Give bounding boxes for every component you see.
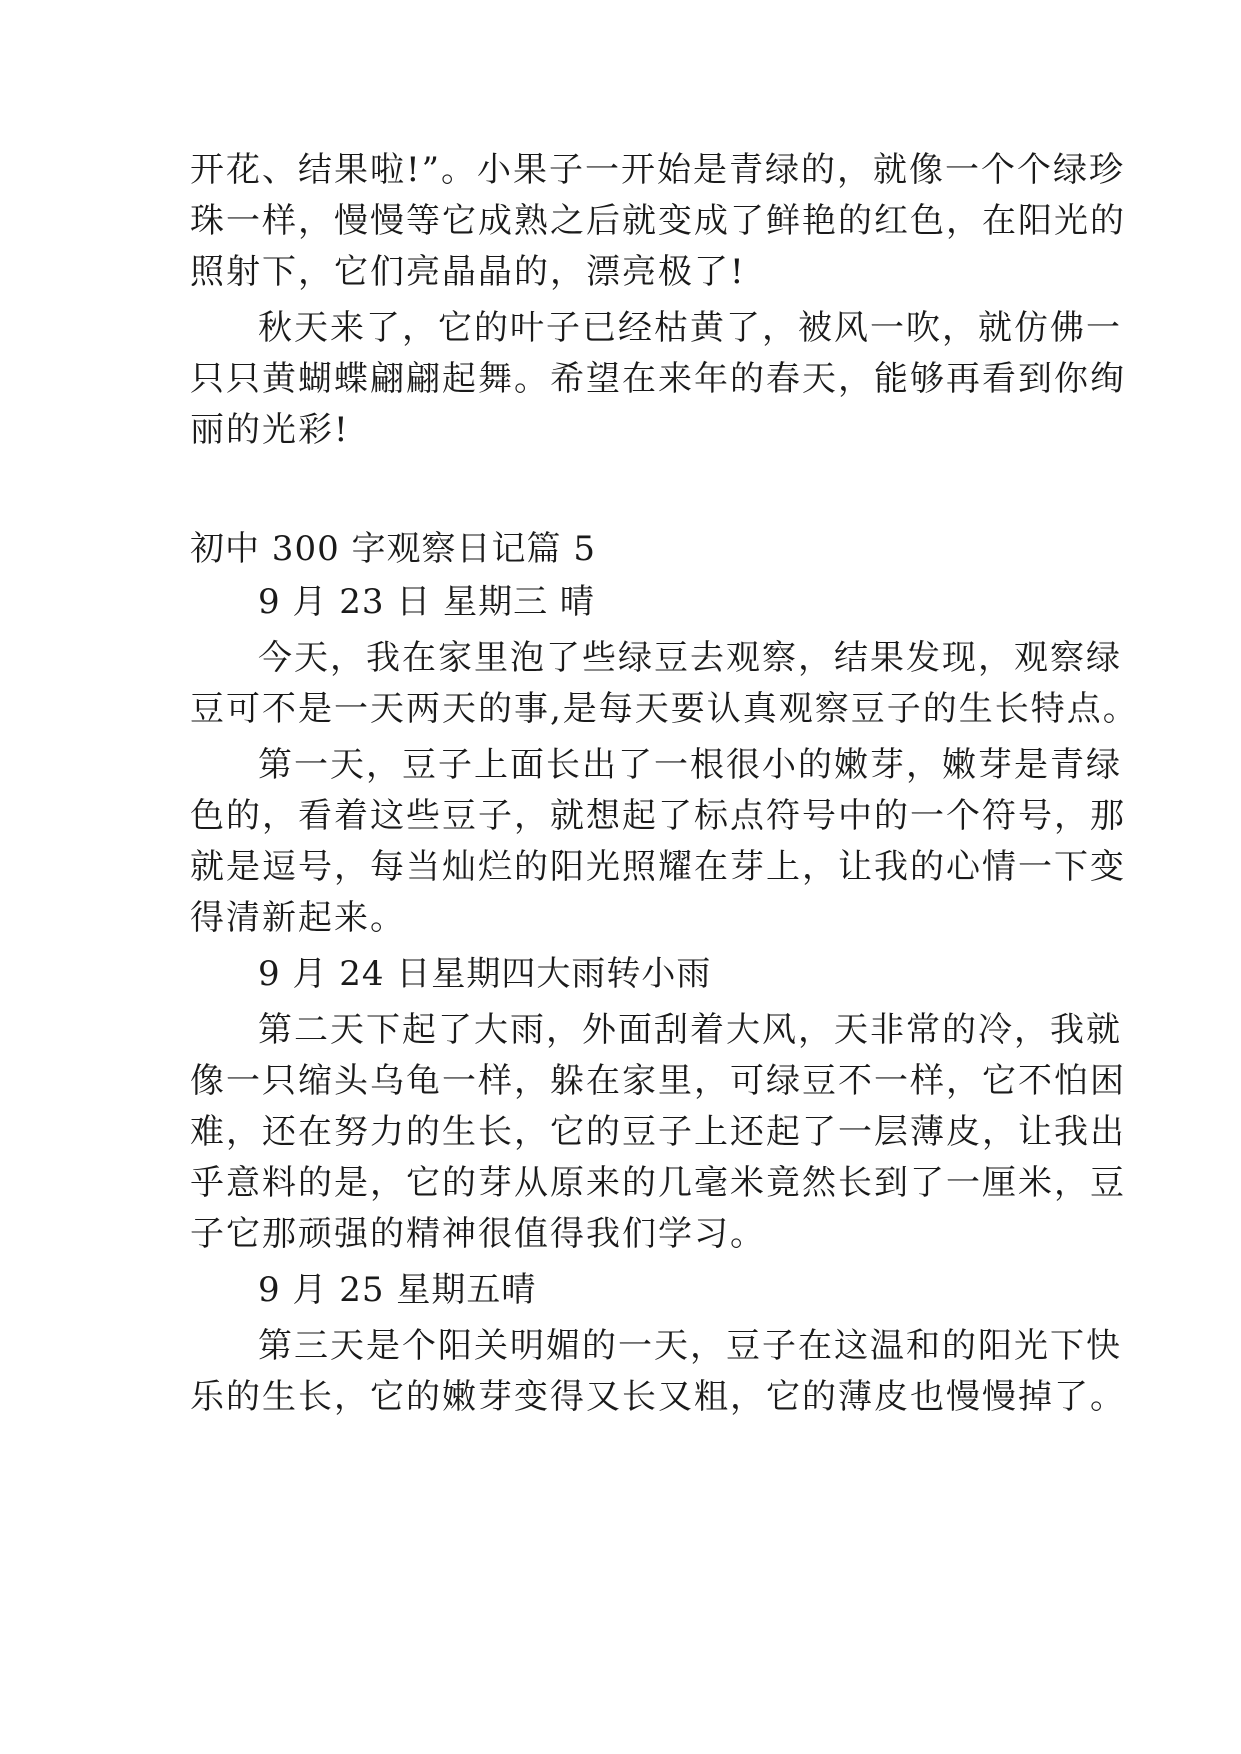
text-line: 难，还在努力的生长，它的豆子上还起了一层薄皮，让我出 [190, 1112, 1126, 1152]
text-line: 像一只缩头乌龟一样，躲在家里，可绿豆不一样，它不怕困 [190, 1061, 1126, 1101]
text-line: 丽的光彩! [190, 410, 350, 450]
paragraph-start: 第二天下起了大雨，外面刮着大风，天非常的冷，我就 [258, 1010, 1122, 1050]
paragraph-start: 秋天来了，它的叶子已经枯黄了，被风一吹，就仿佛一 [258, 308, 1122, 348]
text-line: 就是逗号，每当灿烂的阳光照耀在芽上，让我的心情一下变 [190, 847, 1126, 887]
diary-date: 9 月 25 星期五晴 [258, 1270, 537, 1310]
text-line: 豆可不是一天两天的事,是每天要认真观察豆子的生长特点。 [190, 689, 1139, 729]
paragraph-start: 今天，我在家里泡了些绿豆去观察，结果发现，观察绿 [258, 638, 1122, 678]
text-line: 只只黄蝴蝶翩翩起舞。希望在来年的春天，能够再看到你绚 [190, 359, 1126, 399]
paragraph-start: 第一天，豆子上面长出了一根很小的嫩芽，嫩芽是青绿 [258, 745, 1122, 785]
text-line: 珠一样，慢慢等它成熟之后就变成了鲜艳的红色，在阳光的 [190, 201, 1126, 241]
text-line: 照射下，它们亮晶晶的，漂亮极了! [190, 252, 746, 292]
text-line: 开花、结果啦!”。小果子一开始是青绿的，就像一个个绿珍 [190, 150, 1126, 190]
paragraph-start: 第三天是个阳关明媚的一天，豆子在这温和的阳光下快 [258, 1326, 1122, 1366]
text-line: 子它那顽强的精神很值得我们学习。 [190, 1214, 766, 1254]
text-line: 得清新起来。 [190, 898, 406, 938]
text-line: 乐的生长，它的嫩芽变得又长又粗，它的薄皮也慢慢掉了。 [190, 1377, 1126, 1417]
diary-date: 9 月 24 日星期四大雨转小雨 [258, 954, 712, 994]
text-line: 色的，看着这些豆子，就想起了标点符号中的一个符号，那 [190, 796, 1126, 836]
text-line: 乎意料的是，它的芽从原来的几毫米竟然长到了一厘米，豆 [190, 1163, 1126, 1203]
section-heading: 初中 300 字观察日记篇 5 [190, 529, 596, 569]
diary-date: 9 月 23 日 星期三 晴 [258, 582, 595, 622]
